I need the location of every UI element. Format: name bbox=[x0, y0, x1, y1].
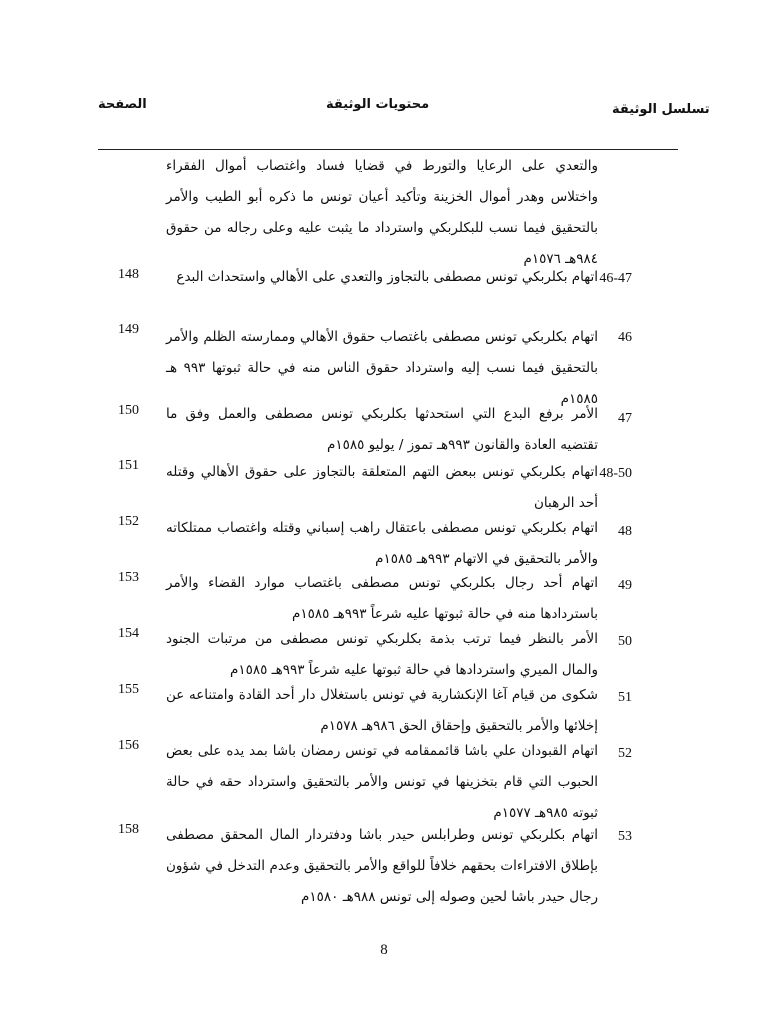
entry-page: 153 bbox=[118, 570, 139, 585]
entry-sequence: 48-50 bbox=[599, 466, 632, 481]
entry-page: 154 bbox=[118, 626, 139, 641]
header-page: الصفحة bbox=[98, 97, 147, 112]
entry-sequence: 53 bbox=[618, 829, 632, 844]
entry-text: اتهام بكلربكي تونس ببعض التهم المتعلقة بالتجاوز على حقوق الأهالي وقتله أحد الرهبان bbox=[166, 464, 598, 511]
entry-sequence: 47 bbox=[618, 411, 632, 426]
entry-page: 148 bbox=[118, 267, 139, 282]
header-document-contents: محتويات الوثيقة bbox=[326, 97, 430, 112]
entry-sequence: 49 bbox=[618, 578, 632, 593]
header-document-sequence: تسلسل الوثيقة bbox=[612, 102, 710, 117]
entry-sequence: 46-47 bbox=[599, 271, 632, 286]
entry-page: 152 bbox=[118, 514, 139, 529]
entry-text: اتهام بكلربكي تونس مصطفى باغتصاب حقوق الأهالي وممارسته الظلم والأمر بالتحقيق فيما نسب إليه واسترداد حقوق الناس منه في حالة ثبوتها ٩٩٣ هـ ١٥٨٥م bbox=[166, 329, 598, 407]
header-divider bbox=[98, 149, 678, 150]
entry-sequence: 48 bbox=[618, 524, 632, 539]
entry-page: 158 bbox=[118, 822, 139, 837]
entry-text: شكوى من قيام آغا الإنكشارية في تونس باستغلال دار أحد القادة وامتناعه عن إخلائها والأمر بالتحقيق وإحقاق الحق ٩٨٦هـ ١٥٧٨م bbox=[166, 687, 598, 734]
entry-page: 149 bbox=[118, 322, 139, 337]
entry-text: الأمر بالنظر فيما ترتب بذمة بكلربكي تونس مصطفى من مرتبات الجنود والمال الميري واستردادها في حالة ثبوتها عليه شرعاً ٩٩٣هـ ١٥٨٥م bbox=[166, 631, 598, 678]
entry-text: اتهام القبودان علي باشا قائممقامه في تونس رمضان باشا بمد يده على بعض الحبوب التي قام بتخزينها في تونس والأمر بالتحقيق واسترداد حقه في حالة ثبوته ٩٨٥هـ ١٥٧٧م bbox=[166, 743, 598, 821]
entry-text: اتهام أحد رجال بكلربكي تونس مصطفى باغتصاب موارد القضاء والأمر باستردادها منه في حالة ثبوتها عليه شرعاً ٩٩٣هـ ١٥٨٥م bbox=[166, 575, 598, 622]
entry-text: اتهام بكلربكي تونس مصطفى باعتقال راهب إسباني وقتله واغتصاب ممتلكاته والأمر بالتحقيق في الاتهام ٩٩٣هـ ١٥٨٥م bbox=[166, 520, 598, 567]
entry-sequence: 50 bbox=[618, 634, 632, 649]
entry-page: 155 bbox=[118, 682, 139, 697]
entry-text: اتهام بكلربكي تونس مصطفى بالتجاوز والتعدي على الأهالي واستحداث البدع bbox=[176, 269, 598, 285]
entry-page: 151 bbox=[118, 458, 139, 473]
entry-page: 150 bbox=[118, 403, 139, 418]
continuation-text: والتعدي على الرعايا والتورط في قضايا فساد واغتصاب أموال الفقراء واختلاس وهدر أموال الخزينة وتأكيد أعيان تونس ما ذكره أبو الطيب والأمر بالتحقيق فيما نسب للبكلربكي واسترداد ما يثبت عليه وعلى رجاله من حقوق ٩٨٤هـ ١٥٧٦م bbox=[166, 158, 598, 267]
entry-text: الأمر برفع البدع التي استحدثها بكلربكي تونس مصطفى والعمل وفق ما تقتضيه العادة والقانون ٩٩٣هـ تموز / يوليو ١٥٨٥م bbox=[166, 406, 598, 453]
entry-text: اتهام بكلربكي تونس وطرابلس حيدر باشا ودفتردار المال المحقق مصطفى بإطلاق الافتراءات بحقهم خلافاً للواقع والأمر بالتحقيق وعدم التدخل في شؤون رجال حيدر باشا لحين وصوله إلى تونس ٩٨٨هـ ١٥٨٠م bbox=[166, 827, 598, 905]
entry-sequence: 51 bbox=[618, 690, 632, 705]
entry-page: 156 bbox=[118, 738, 139, 753]
entry-sequence: 52 bbox=[618, 746, 632, 761]
page-number: 8 bbox=[380, 942, 388, 958]
entry-sequence: 46 bbox=[618, 330, 632, 345]
